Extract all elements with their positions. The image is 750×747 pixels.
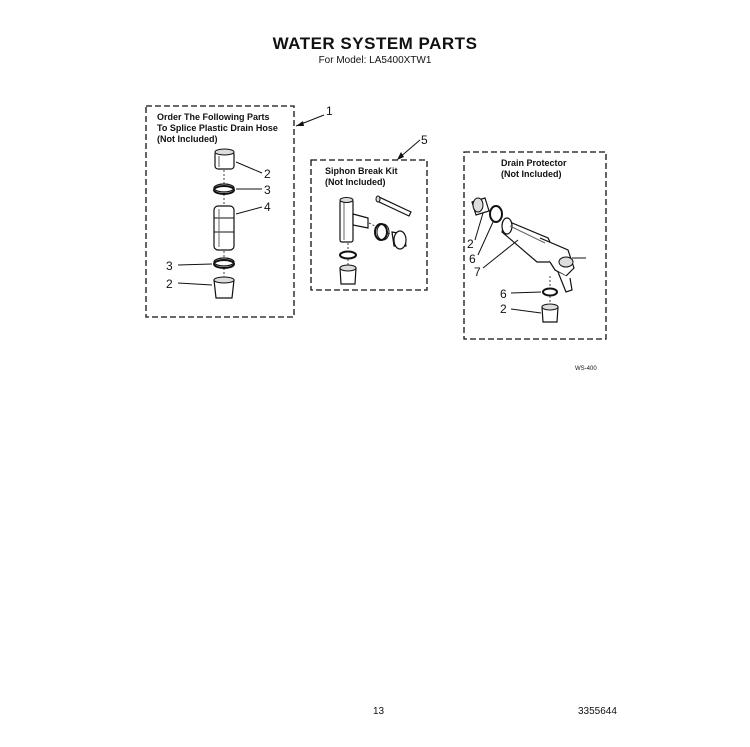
page-number: 13 — [373, 706, 385, 717]
siphon-box-label-2: (Not Included) — [325, 177, 386, 187]
siphon-break-kit-box — [311, 133, 428, 290]
callout-1: 1 — [326, 104, 333, 118]
hose-connector-top — [215, 149, 234, 169]
siphon-clamp-ring — [375, 224, 389, 240]
callout-6-drain-top: 6 — [469, 252, 476, 266]
drain-box-label-2: (Not Included) — [501, 169, 562, 179]
diagram-reference-code: WS-400 — [575, 366, 597, 372]
callout-3-top: 3 — [264, 183, 271, 197]
splice-parts-box — [146, 104, 333, 317]
splice-box-label-3: (Not Included) — [157, 134, 218, 144]
callout-3-bottom: 3 — [166, 259, 173, 273]
drain-protector-box — [464, 152, 606, 339]
callout-7: 7 — [474, 265, 481, 279]
drain-protector-body — [502, 218, 586, 292]
hose-connector-bottom — [214, 277, 234, 298]
splice-box-label-1: Order The Following Parts — [157, 112, 270, 122]
hose-clamp-top — [214, 184, 234, 194]
callout-5: 5 — [421, 133, 428, 147]
siphon-tee-fitting — [340, 198, 368, 243]
drain-clamp-top — [490, 206, 502, 222]
callout-2-top: 2 — [264, 167, 271, 181]
callout-2-bottom: 2 — [166, 277, 173, 291]
callout-2-drain-bottom: 2 — [500, 302, 507, 316]
drain-box-label-1: Drain Protector — [501, 158, 567, 168]
splice-box-label-2: To Splice Plastic Drain Hose — [157, 123, 278, 133]
drain-connector-top — [472, 198, 489, 215]
hose-clamp-bottom — [214, 258, 234, 268]
page-title: WATER SYSTEM PARTS — [272, 34, 478, 53]
hose-coupler — [214, 206, 234, 250]
siphon-tube — [376, 196, 411, 216]
document-number: 3355644 — [578, 706, 617, 717]
model-subtitle: For Model: LA5400XTW1 — [318, 55, 432, 66]
siphon-box-label-1: Siphon Break Kit — [325, 166, 398, 176]
siphon-lower-connector — [340, 265, 356, 284]
drain-clamp-bottom — [543, 289, 557, 296]
callout-2-drain-top: 2 — [467, 237, 474, 251]
callout-6-drain-bottom: 6 — [500, 287, 507, 301]
siphon-connector — [392, 231, 406, 249]
siphon-lower-clamp — [340, 252, 356, 259]
callout-4: 4 — [264, 200, 271, 214]
drain-connector-bottom — [542, 304, 558, 322]
